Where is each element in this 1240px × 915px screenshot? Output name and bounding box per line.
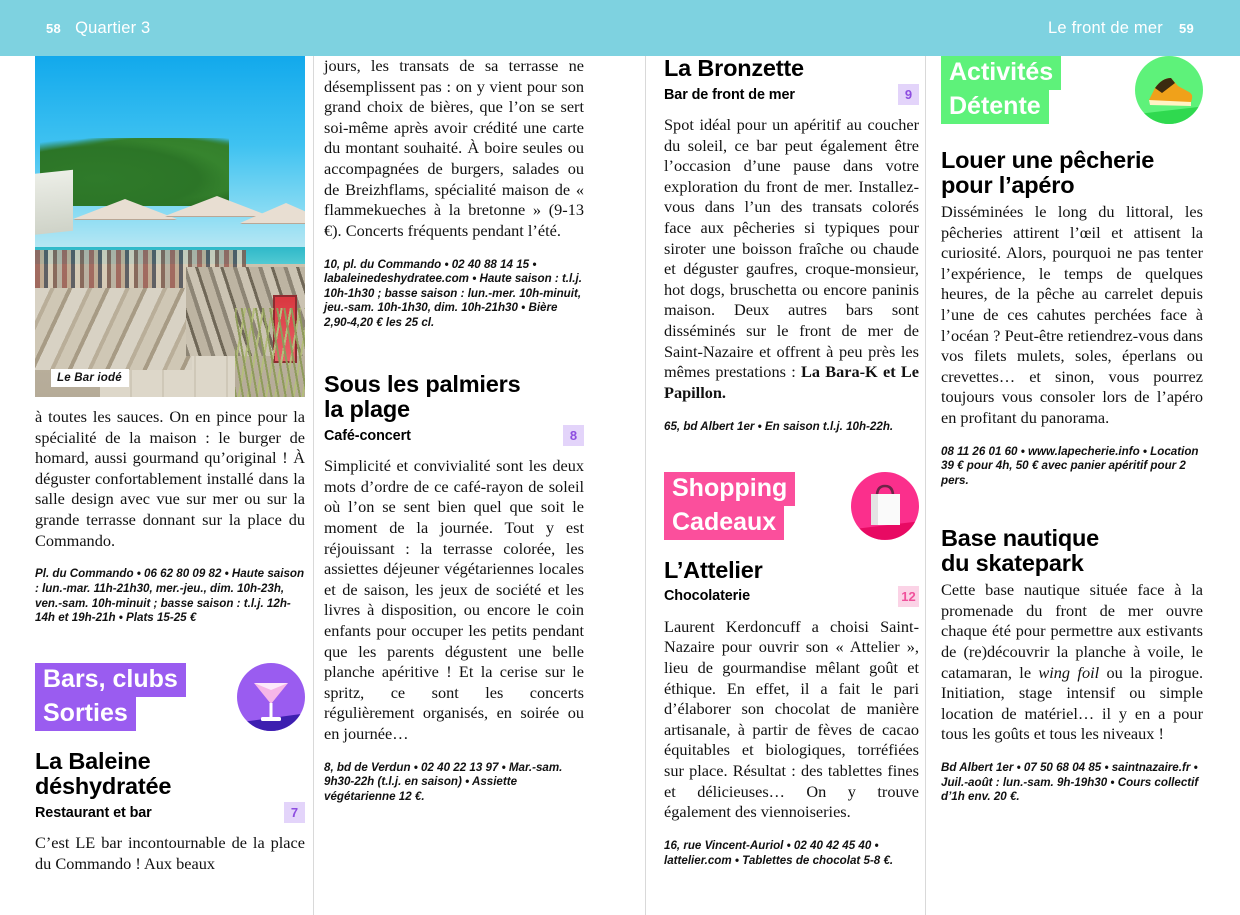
category-line-1: Shopping [664, 472, 795, 506]
col1-practical-info: Pl. du Commando • 06 62 80 09 82 • Haute saison : lun.-mar. 11h-21h30, mer.-jeu., dim. 10h-23h, ven.-sam. 10h-minuit ; basse saison : t.l.j. 12h-14h et 19h-21h • Plats 15-25 € [35, 567, 305, 625]
shopping-bag-glyph [851, 472, 919, 540]
spacer [35, 731, 305, 749]
category-line-1: Activités [941, 56, 1061, 90]
poi-title-la-baleine [35, 749, 305, 799]
photo-tables [35, 288, 192, 370]
col2-continued-paragraph: jours, les transats de sa terrasse ne désemplissent pas : on y vient pour son grand choix de bières, que l’on se sert soi-même après avoir crédité une carte du montant souhaité. À boire seules ou accompagnées de burgers, salades ou de Breizhflams, spécialité maison de « flammekueches à la bretonne » (9-13 €). Concerts fréquents pendant l’été. [324, 56, 584, 240]
col1-continued-paragraph: à toutes les sauces. On en pince pour la spécialité de la maison : le burger de homard, aussi gourmand qu’original ! À déguster confortablement installé dans la salle design avec vue sur mer ou sur la grande terrasse donnant sur la place du Commando. [35, 407, 305, 550]
terrace-photo [35, 56, 305, 397]
poi-description-part-1: Cette base nautique située face à la promenade du front de mer ouvre chaque été pour permettre aux estivants de (re)découvrir la planche à voile, le catamaran, le [941, 580, 1203, 682]
spacer [324, 342, 584, 372]
poi-title-base-nautique [941, 526, 1203, 576]
col2-practical-info: 10, pl. du Commando • 02 40 88 14 15 • labaleinedeshydratee.com • Haute saison : t.l.j. 10h-1h30 ; basse saison : lun.-mer. 10h-minuit, jeu.-sam. 10h-1h30, dim. 10h-21h30 • Bière 2,90-4,20 € les 25 cl. [324, 257, 582, 330]
poi-title-line-1: Louer une pêcherie [941, 147, 1155, 173]
spacer [664, 540, 919, 558]
poi-map-number: 8 [563, 425, 584, 446]
running-shoe-icon [1135, 56, 1203, 124]
photo-building [35, 170, 73, 236]
column-rule-1 [313, 56, 314, 915]
poi-practical-info: Bd Albert 1er • 07 50 68 04 85 • saintnazaire.fr • Juil.-août : lun.-sam. 9h-19h30 • Cours collectif d’1h env. 20 €. [941, 761, 1199, 804]
category-label [664, 472, 795, 540]
cocktail-glass-icon [237, 663, 305, 731]
category-activites-detente [941, 56, 1203, 124]
category-line-1: Bars, clubs [35, 663, 186, 697]
poi-subtitle-row [324, 425, 584, 446]
shopping-bag-icon [851, 472, 919, 540]
poi-description-part-2: ou la pirogue. Initiation, stage intensif ou simple location de matériel… il y en a pour tous les goûts et tous les niveaux ! [941, 662, 1204, 744]
poi-title-la-bronzette: La Bronzette [664, 55, 804, 81]
spacer [35, 637, 305, 663]
poi-title-line-2: déshydratée [35, 773, 172, 800]
poi-practical-info: 08 11 26 01 60 • www.lapecherie.info • Location 39 € pour 4h, 50 € avec panier apéritif pour 2 pers. [941, 444, 1199, 488]
poi-title-line-2: du skatepark [941, 550, 1084, 577]
poi-title-lattelier: L’Attelier [664, 556, 763, 583]
poi-description: C’est LE bar incontournable de la place du Commando ! Aux beaux [35, 833, 305, 874]
poi-title-line-1: Sous les palmiers [324, 371, 521, 398]
poi-title-sous-les-palmiers [324, 372, 584, 422]
page-body [0, 56, 1240, 915]
photo-parasol [240, 203, 305, 223]
spacer [941, 124, 1203, 148]
poi-subtitle: Bar de front de mer [664, 86, 795, 103]
poi-title-line-1: La Baleine [35, 748, 151, 775]
category-shopping-cadeaux [664, 472, 919, 540]
poi-title-line-1: Base nautique [941, 525, 1100, 552]
page-header [0, 0, 1240, 56]
column-2 [324, 56, 584, 816]
poi-map-number: 7 [284, 802, 305, 823]
poi-related-bars: La Bara-K et Le Papillon. [664, 362, 919, 402]
right-running-head: Le front de mer [1048, 18, 1163, 37]
column-rule-2 [645, 56, 646, 915]
poi-description: Disséminées le long du littoral, les pêcheries attirent l’œil et attisent la curiosité. Alors, pourquoi ne pas tenter l’expérience, le temps de quelques heures, de la pêche au carrelet depuis l’une de ces cahutes perchées face à l’océan ? Peut-être retiendrez-vous dans vos filets mulets, soles, éperlans ou crevettes… et sinon, vous pourrez toujours vous consoler lors de l’apéro en profitant du panorama. [941, 202, 1203, 427]
right-page-number: 59 [1178, 20, 1194, 36]
poi-practical-info: 16, rue Vincent-Auriol • 02 40 42 45 40 • lattelier.com • Tablettes de chocolat 5-8 €. [664, 839, 894, 867]
poi-subtitle-row [664, 84, 919, 105]
category-line-2: Cadeaux [664, 506, 784, 540]
poi-title-louer-pecherie [941, 148, 1203, 198]
left-running-head: Quartier 3 [75, 18, 151, 37]
poi-subtitle-row [35, 802, 305, 823]
header-left-group [46, 19, 150, 38]
poi-subtitle-row [664, 586, 919, 607]
poi-description [941, 580, 1203, 745]
photo-parasol [73, 199, 177, 219]
category-label [941, 56, 1061, 124]
poi-title-line-2: pour l’apéro [941, 172, 1075, 198]
photo-dune-grass [235, 308, 305, 397]
photo-caption: Le Bar iodé [51, 369, 129, 387]
header-right-group [1048, 19, 1194, 38]
column-4 [941, 56, 1203, 817]
cocktail-glass-glyph [237, 663, 305, 731]
category-label [35, 663, 186, 731]
spacer [941, 500, 1203, 526]
poi-title-line-2: la plage [324, 396, 410, 423]
running-shoe-glyph [1135, 56, 1203, 124]
column-3 [664, 56, 919, 880]
left-page-number: 58 [46, 20, 62, 36]
poi-practical-info: 65, bd Albert 1er • En saison t.l.j. 10h-22h. [664, 419, 894, 433]
poi-practical-info: 8, bd de Verdun • 02 40 22 13 97 • Mar.-sam. 9h30-22h (t.l.j. en saison) • Assiette végétarienne 12 €. [324, 760, 563, 803]
poi-subtitle: Café-concert [324, 427, 411, 444]
category-line-2: Sorties [35, 697, 136, 731]
category-bars-clubs [35, 663, 305, 731]
poi-subtitle: Restaurant et bar [35, 804, 152, 821]
poi-description: Simplicité et convivialité sont les deux mots d’ordre de ce café-rayon de soleil où l’on se sent bien quel que soit le moment de la journée. Tout y est réjouissant : la terrasse colorée, les assiettes déjeuner végétariennes locales et de saison, les jeux de société et les livres à disposition, ou encore le coin enfants pour occuper les petits pendant que les parents dégustent une belle planche apéritive ! Et la cerise sur le spritz, ce sont les concerts régulièrement organisés, en soirée ou en journée… [324, 456, 584, 743]
poi-subtitle: Chocolaterie [664, 588, 750, 605]
column-rule-3 [925, 56, 926, 915]
poi-description: Laurent Kerdoncuff a choisi Saint-Nazaire pour ouvrir son « Attelier », lieu de gourmandise mêlant goût et éthique. En effet, il a fait le pari d’élaborer son chocolat de manière artisanale, à partir de fèves de cacao équitables et biologiques, torréfiées sur place. Résultat : des tablettes fines et délicieuses… On y trouve également des viennoiseries. [664, 616, 919, 822]
poi-italic-term: wing foil [1038, 662, 1100, 682]
category-line-2: Détente [941, 90, 1049, 124]
poi-description [664, 115, 919, 403]
poi-map-number: 9 [898, 84, 919, 105]
poi-map-number: 12 [898, 586, 919, 607]
poi-description-text: Spot idéal pour un apéritif au coucher du soleil, ce bar peut également être l’occasion d’une pause dans votre exploration du front de mer. Installez-vous dans l’un des transats colorés face aux pêcheries si typiques pour siroter une boisson fraîche ou chaude et déguster gaufres, croque-monsieur, hot dogs, bruschetta ou encore paninis maison. Deux autres bars sont disséminés sur le front de mer de Saint-Nazaire et offrent à peu près les mêmes prestations : [664, 115, 919, 382]
column-1 [35, 56, 305, 891]
spacer [664, 446, 919, 472]
